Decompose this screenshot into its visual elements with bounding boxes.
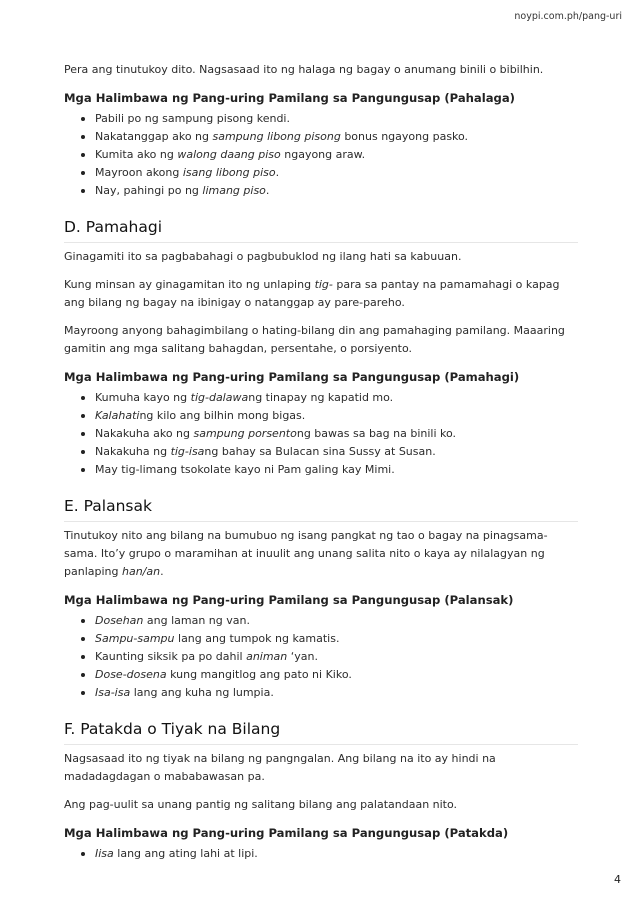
list-item (64, 182, 578, 200)
section-title-palansak: E. Palansak (64, 495, 578, 522)
list-item-emphasis: Sampu-sampu (95, 632, 175, 645)
list-item (64, 612, 578, 630)
list-item (64, 461, 578, 479)
patakda-paragraph-2: Ang pag-uulit sa unang pantig ng salitang bilang ang palatandaan nito. (64, 798, 458, 811)
list-item-text: Kumuha kayo ng (95, 391, 191, 404)
page-number: 4 (614, 873, 621, 886)
list-item-text: lang ang ating lahi at lipi. (113, 847, 258, 860)
list-item-text: . (265, 184, 270, 197)
palansak-paragraph-1 (64, 527, 578, 581)
list-item-text: lang ang tumpok ng kamatis. (174, 632, 340, 645)
list-item (64, 443, 578, 461)
palansak-examples-heading: Mga Halimbawa ng Pang-uring Pamilang sa Pangungusap (Palansak) (64, 593, 514, 607)
intro-paragraph: Pera ang tinutukoy dito. Nagsasaad ito ng halaga ng bagay o anumang binili o bibilhin. (64, 63, 544, 76)
paragraph-text: . (160, 565, 164, 578)
list-item (64, 164, 578, 182)
list-item-emphasis: Kalahati (95, 409, 140, 422)
list-item (64, 666, 578, 684)
list-item-emphasis: animan (246, 650, 288, 663)
list-item-text: ng bawas sa bag na binili ko. (296, 427, 457, 440)
list-item-emphasis: Dose-dosena (95, 668, 167, 681)
list-item-text: Nakakuha ng (95, 445, 171, 458)
list-item-text: May tig-limang tsokolate kayo ni Pam galing kay Mimi. (95, 463, 395, 476)
list-item-text: ng tinapay ng kapatid mo. (248, 391, 394, 404)
header-url: noypi.com.ph/pang-uri (514, 11, 622, 22)
palansak-examples-list (64, 612, 578, 702)
list-item (64, 648, 578, 666)
list-item-text: Nakatanggap ako ng (95, 130, 213, 143)
list-item-text: lang ang kuha ng lumpia. (130, 686, 274, 699)
list-item-text: kung mangitlog ang pato ni Kiko. (166, 668, 352, 681)
list-item-emphasis: isang libong piso (182, 166, 276, 179)
list-item-emphasis: walong daang piso (177, 148, 281, 161)
list-item-text: ng kilo ang bilhin mong bigas. (139, 409, 306, 422)
list-item-emphasis: limang piso (202, 184, 266, 197)
patakda-examples-heading: Mga Halimbawa ng Pang-uring Pamilang sa Pangungusap (Patakda) (64, 826, 509, 840)
list-item (64, 684, 578, 702)
list-item (64, 389, 578, 407)
list-item-text: Mayroon akong (95, 166, 183, 179)
pamahagi-examples-heading: Mga Halimbawa ng Pang-uring Pamilang sa Pangungusap (Pamahagi) (64, 370, 520, 384)
document-body (64, 61, 578, 863)
list-item-text: ang laman ng van. (143, 614, 250, 627)
list-item-text: bonus ngayong pasko. (340, 130, 469, 143)
list-item-text: ng bahay sa Bulacan sina Sussy at Susan. (204, 445, 436, 458)
paragraph-text: Tinutukoy nito ang bilang na bumubuo ng isang pangkat ng tao o bagay na pinagsama-sama. Ito’y grupo o maramihan at inuulit ang unang salita nito o kaya ay nilalagyan ng panlaping (64, 529, 548, 578)
list-item (64, 630, 578, 648)
patakda-examples-list (64, 845, 578, 863)
pamahagi-paragraph-1: Ginagamiti ito sa pagbabahagi o pagbubuklod ng ilang hati sa kabuuan. (64, 250, 462, 263)
section-title-pamahagi: D. Pamahagi (64, 216, 578, 243)
list-item (64, 110, 578, 128)
list-item-emphasis: Iisa (95, 847, 114, 860)
patakda-paragraph-1: Nagsasaad ito ng tiyak na bilang ng pangngalan. Ang bilang na ito ay hindi na madadagdagan o mababawasan pa. (64, 752, 496, 783)
list-item-emphasis: tig-isa (170, 445, 205, 458)
paragraph-emphasis: han/an (121, 565, 161, 578)
list-item-text: . (275, 166, 280, 179)
list-item-emphasis: Isa-isa (95, 686, 131, 699)
list-item-emphasis: sampung libong pisong (212, 130, 341, 143)
section-title-patakda: F. Patakda o Tiyak na Bilang (64, 718, 578, 745)
pamahagi-paragraph-3: Mayroong anyong bahagimbilang o hating-bilang din ang pamahaging pamilang. Maaaring gamitin ang mga salitang bahagdan, persentahe, o porsiyento. (64, 324, 565, 355)
list-item (64, 128, 578, 146)
list-item-text: Kumita ako ng (95, 148, 178, 161)
list-item-text: Nay, pahingi po ng (95, 184, 203, 197)
pahalaga-examples-heading: Mga Halimbawa ng Pang-uring Pamilang sa Pangungusap (Pahalaga) (64, 91, 515, 105)
pamahagi-examples-list (64, 389, 578, 479)
list-item-emphasis: Dosehan (95, 614, 144, 627)
list-item-emphasis: tig-dalawa (190, 391, 249, 404)
list-item-text: Nakakuha ako ng (95, 427, 194, 440)
list-item (64, 407, 578, 425)
pamahagi-paragraph-2 (64, 276, 578, 312)
list-item-text: ngayong araw. (280, 148, 366, 161)
list-item-text: Pabili po ng sampung pisong kendi. (95, 112, 290, 125)
pahalaga-examples-list (64, 110, 578, 200)
list-item (64, 425, 578, 443)
paragraph-text: Kung minsan ay ginagamitan ito ng unlaping (64, 278, 315, 291)
list-item-text: ‘yan. (287, 650, 318, 663)
list-item (64, 845, 578, 863)
paragraph-emphasis: tig- (314, 278, 333, 291)
list-item-text: Kaunting siksik pa po dahil (95, 650, 247, 663)
list-item-emphasis: sampung porsento (193, 427, 297, 440)
paragraph-text: para sa pantay na pamamahagi o kapag ang bilang ng bagay na ibinigay o natanggap ay pare-pareho. (64, 278, 560, 309)
list-item (64, 146, 578, 164)
